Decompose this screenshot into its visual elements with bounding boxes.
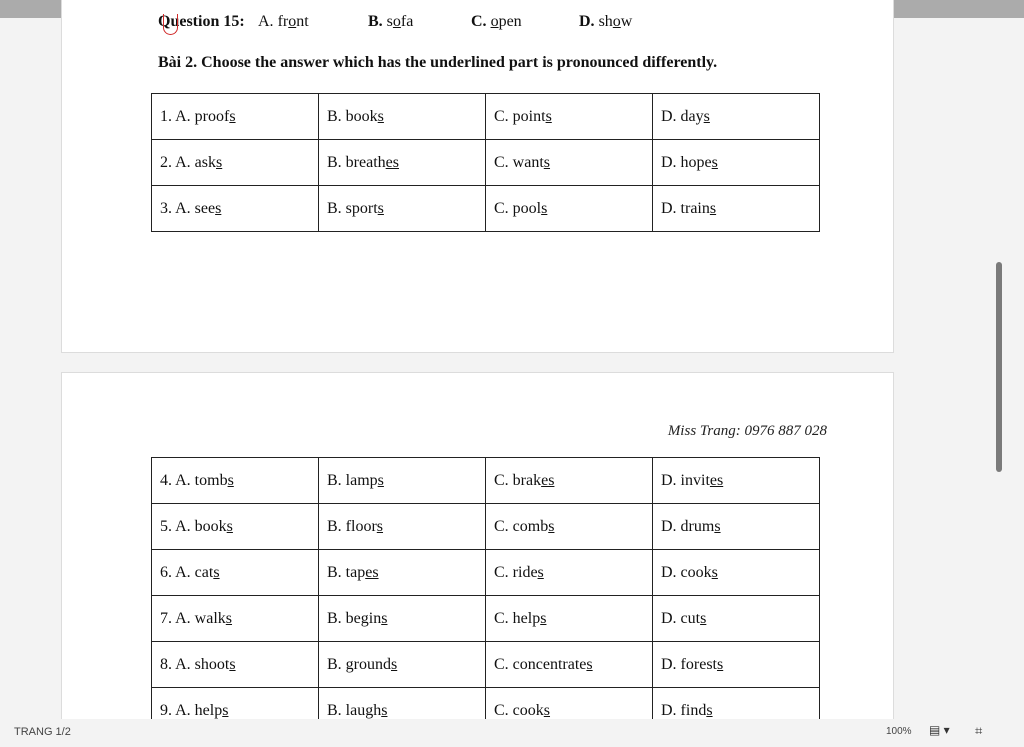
answer-cell bbox=[653, 504, 820, 550]
answer-cell bbox=[319, 596, 486, 642]
answer-cell bbox=[319, 94, 486, 140]
underlined-part: s bbox=[703, 107, 710, 125]
underlined-part: s bbox=[391, 655, 398, 673]
underlined-part: s bbox=[586, 655, 593, 673]
underlined-part: s bbox=[216, 153, 223, 171]
question-label: Question 15: bbox=[158, 13, 245, 30]
answer-word: B. tap bbox=[327, 563, 366, 581]
zoom-level[interactable]: 100% bbox=[886, 726, 912, 737]
underlined-part: s bbox=[227, 471, 234, 489]
option-c: C. open bbox=[471, 13, 522, 30]
answer-word: 8. A. shoot bbox=[160, 655, 230, 673]
vertical-scrollbar[interactable] bbox=[996, 262, 1002, 472]
underlined-part: s bbox=[541, 199, 548, 217]
underlined-part: es bbox=[385, 153, 399, 171]
answer-cell bbox=[486, 596, 653, 642]
underlined-part: s bbox=[545, 107, 552, 125]
answer-cell bbox=[152, 140, 319, 186]
answer-word: C. help bbox=[494, 609, 541, 627]
author-credit: Miss Trang: 0976 887 028 bbox=[667, 423, 827, 439]
answer-cell bbox=[486, 94, 653, 140]
table-row bbox=[152, 140, 820, 186]
answer-cell bbox=[319, 550, 486, 596]
answer-word: 4. A. tomb bbox=[160, 471, 228, 489]
answer-word: 6. A. cat bbox=[160, 563, 214, 581]
answer-cell bbox=[653, 458, 820, 504]
answer-word: 1. A. proof bbox=[160, 107, 230, 125]
answer-cell bbox=[152, 596, 319, 642]
answer-word: D. cut bbox=[661, 609, 701, 627]
underlined-part: s bbox=[377, 107, 384, 125]
option-d: D. show bbox=[579, 13, 633, 30]
answer-cell bbox=[486, 140, 653, 186]
answer-cell bbox=[152, 186, 319, 232]
underlined-part: s bbox=[700, 609, 707, 627]
answer-word: B. sport bbox=[327, 199, 378, 217]
answer-word: D. find bbox=[661, 701, 707, 719]
table-row bbox=[152, 642, 820, 688]
page-indicator: TRANG 1/2 bbox=[14, 726, 71, 738]
underlined-part: es bbox=[709, 471, 724, 489]
answer-word: D. drum bbox=[661, 517, 715, 535]
table-row bbox=[152, 596, 820, 642]
answer-word: D. day bbox=[661, 107, 704, 125]
underlined-part: s bbox=[540, 609, 547, 627]
answer-word: 7. A. walk bbox=[160, 609, 226, 627]
answer-word: 9. A. help bbox=[160, 701, 223, 719]
answer-cell bbox=[486, 642, 653, 688]
question-table-1 bbox=[151, 93, 820, 232]
underlined-part: s bbox=[226, 517, 233, 535]
answer-word: B. begin bbox=[327, 609, 382, 627]
underlined-part: s bbox=[229, 107, 236, 125]
answer-cell bbox=[486, 458, 653, 504]
underlined-part: s bbox=[229, 655, 236, 673]
answer-cell bbox=[319, 642, 486, 688]
answer-word: 2. A. ask bbox=[160, 153, 216, 171]
underlined-part: s bbox=[381, 609, 388, 627]
answer-cell bbox=[152, 94, 319, 140]
answer-cell bbox=[152, 458, 319, 504]
table-row bbox=[152, 504, 820, 550]
answer-word: B. lamp bbox=[327, 471, 378, 489]
answer-word: D. hope bbox=[661, 153, 712, 171]
answer-cell bbox=[152, 550, 319, 596]
answer-word: C. point bbox=[494, 107, 546, 125]
underlined-part: s bbox=[377, 199, 384, 217]
underlined-part: es bbox=[365, 563, 379, 581]
table-row bbox=[152, 458, 820, 504]
view-mode-icon[interactable]: ▤ ▾ bbox=[929, 723, 950, 737]
answer-word: C. pool bbox=[494, 199, 542, 217]
answer-word: D. invit bbox=[661, 471, 710, 489]
answer-word: D. cook bbox=[661, 563, 712, 581]
answer-cell bbox=[653, 140, 820, 186]
answer-word: B. breath bbox=[327, 153, 386, 171]
table-row bbox=[152, 186, 820, 232]
answer-word: C. concentrate bbox=[494, 655, 587, 673]
answer-cell bbox=[319, 140, 486, 186]
answer-cell bbox=[653, 186, 820, 232]
underlined-part: es bbox=[541, 471, 555, 489]
answer-cell bbox=[653, 94, 820, 140]
answer-word: C. comb bbox=[494, 517, 549, 535]
answer-cell bbox=[319, 186, 486, 232]
answer-cell bbox=[653, 550, 820, 596]
underlined-part: s bbox=[543, 701, 551, 719]
answer-word: B. floor bbox=[327, 517, 377, 535]
underlined-part: s bbox=[213, 563, 220, 581]
answer-word: D. train bbox=[661, 199, 710, 217]
answer-cell bbox=[152, 642, 319, 688]
answer-circle-mark bbox=[163, 14, 178, 35]
answer-word: 3. A. see bbox=[160, 199, 216, 217]
option-b: B. sofa bbox=[368, 13, 414, 30]
table-row bbox=[152, 94, 820, 140]
answer-cell bbox=[486, 504, 653, 550]
underlined-part: s bbox=[225, 609, 233, 627]
exercise-instruction: Bài 2. Choose the answer which has the underlined part is pronounced differently. bbox=[158, 54, 718, 71]
underlined-part: s bbox=[709, 199, 717, 217]
option-a: A. front bbox=[258, 13, 309, 30]
document-page-2 bbox=[61, 372, 894, 719]
answer-cell bbox=[653, 596, 820, 642]
answer-cell bbox=[486, 186, 653, 232]
underlined-part: s bbox=[215, 199, 222, 217]
underlined-part: s bbox=[711, 563, 718, 581]
underlined-part: s bbox=[714, 517, 721, 535]
answer-word: C. want bbox=[494, 153, 544, 171]
answer-cell bbox=[319, 458, 486, 504]
underlined-part: s bbox=[711, 153, 718, 171]
answer-word: D. forest bbox=[661, 655, 717, 673]
answer-word: 5. A. book bbox=[160, 517, 227, 535]
status-bar bbox=[0, 719, 1024, 747]
underlined-part: s bbox=[716, 655, 724, 673]
table-row bbox=[152, 550, 820, 596]
underlined-part: s bbox=[376, 517, 384, 535]
underlined-part: s bbox=[548, 517, 555, 535]
underlined-part: s bbox=[381, 701, 388, 719]
underlined-part: s bbox=[543, 153, 551, 171]
underlined-part: s bbox=[537, 563, 544, 581]
answer-word: B. ground bbox=[327, 655, 391, 673]
fit-screen-icon[interactable]: ⌗ bbox=[975, 723, 983, 738]
underlined-part: s bbox=[706, 701, 713, 719]
underlined-part: s bbox=[222, 701, 229, 719]
answer-word: C. cook bbox=[494, 701, 544, 719]
answer-word: C. brak bbox=[494, 471, 542, 489]
answer-cell bbox=[152, 504, 319, 550]
document-page-1 bbox=[61, 0, 894, 353]
question-table-2 bbox=[151, 457, 820, 734]
answer-cell bbox=[319, 504, 486, 550]
answer-word: C. ride bbox=[494, 563, 538, 581]
answer-cell bbox=[486, 550, 653, 596]
answer-word: B. laugh bbox=[327, 701, 382, 719]
underlined-part: s bbox=[377, 471, 384, 489]
answer-word: B. book bbox=[327, 107, 378, 125]
answer-cell bbox=[653, 642, 820, 688]
